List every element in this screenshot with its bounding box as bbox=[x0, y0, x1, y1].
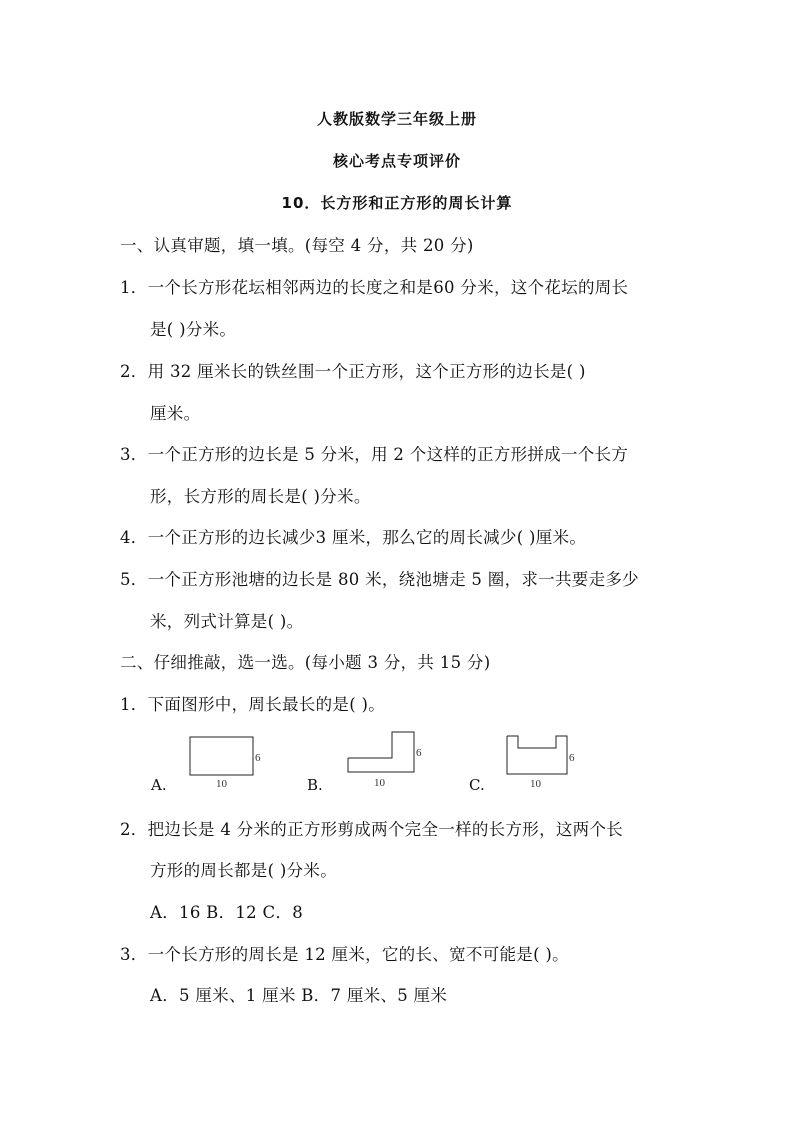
question-2-3-options: A．5 厘米、1 厘米 B．7 厘米、5 厘米 bbox=[150, 986, 448, 1005]
shape-c-width-label: 10 bbox=[530, 778, 541, 790]
shape-a-rectangle-figure bbox=[186, 734, 266, 794]
question-2-2-options: A．16 B．12 C．8 bbox=[150, 903, 304, 922]
question-2-3-line-1: 3．一个长方形的周长是 12 厘米，它的长、宽不可能是( )。 bbox=[120, 945, 569, 964]
question-2-2-line-2: 方形的周长都是( )分米。 bbox=[150, 861, 338, 880]
question-2-2-line-1: 2．把边长是 4 分米的正方形剪成两个完全一样的长方形，这两个长 bbox=[120, 820, 624, 839]
question-1-1-line-2: 是( )分米。 bbox=[150, 320, 237, 339]
question-1-3-line-1: 3．一个正方形的边长是 5 分米，用 2 个这样的正方形拼成一个长方 bbox=[120, 445, 629, 464]
question-1-5-line-2: 米，列式计算是( )。 bbox=[150, 612, 304, 631]
shape-b-width-label: 10 bbox=[374, 777, 385, 789]
question-1-3-line-2: 形，长方形的周长是( )分米。 bbox=[150, 487, 371, 506]
question-2-1-line-1: 1．下面图形中，周长最长的是( )。 bbox=[120, 695, 386, 714]
shape-c-height-label: 6 bbox=[569, 752, 575, 764]
option-c-label: C. bbox=[469, 776, 485, 794]
question-1-4-line-1: 4．一个正方形的边长减少3 厘米，那么它的周长减少( )厘米。 bbox=[120, 528, 587, 547]
topic-title: 10．长方形和正方形的周长计算 bbox=[281, 194, 513, 212]
shape-b-l-shape-figure bbox=[344, 730, 434, 794]
question-1-2-line-1: 2．用 32 厘米长的铁丝围一个正方形，这个正方形的边长是( ) bbox=[120, 362, 586, 381]
shape-c-notched-rectangle-figure bbox=[503, 732, 587, 794]
question-1-5-line-1: 5．一个正方形池塘的边长是 80 米，绕池塘走 5 圈，求一共要走多少 bbox=[120, 570, 639, 589]
shape-a-width-label: 10 bbox=[216, 778, 227, 790]
option-a-label: A. bbox=[151, 776, 167, 794]
shape-a-height-label: 6 bbox=[255, 752, 261, 764]
book-title: 人教版数学三年级上册 bbox=[316, 110, 477, 128]
question-1-2-line-2: 厘米。 bbox=[150, 404, 201, 423]
shape-b-height-label: 6 bbox=[416, 747, 422, 759]
question-1-1-line-1: 1．一个长方形花坛相邻两边的长度之和是60 分米，这个花坛的周长 bbox=[120, 278, 629, 297]
section-1-heading: 一、认真审题，填一填。(每空 4 分，共 20 分) bbox=[120, 236, 474, 255]
option-b-label: B. bbox=[307, 776, 323, 794]
section-2-heading: 二、仔细推敲，选一选。(每小题 3 分，共 15 分) bbox=[120, 653, 491, 672]
exam-subtitle: 核心考点专项评价 bbox=[332, 152, 461, 170]
